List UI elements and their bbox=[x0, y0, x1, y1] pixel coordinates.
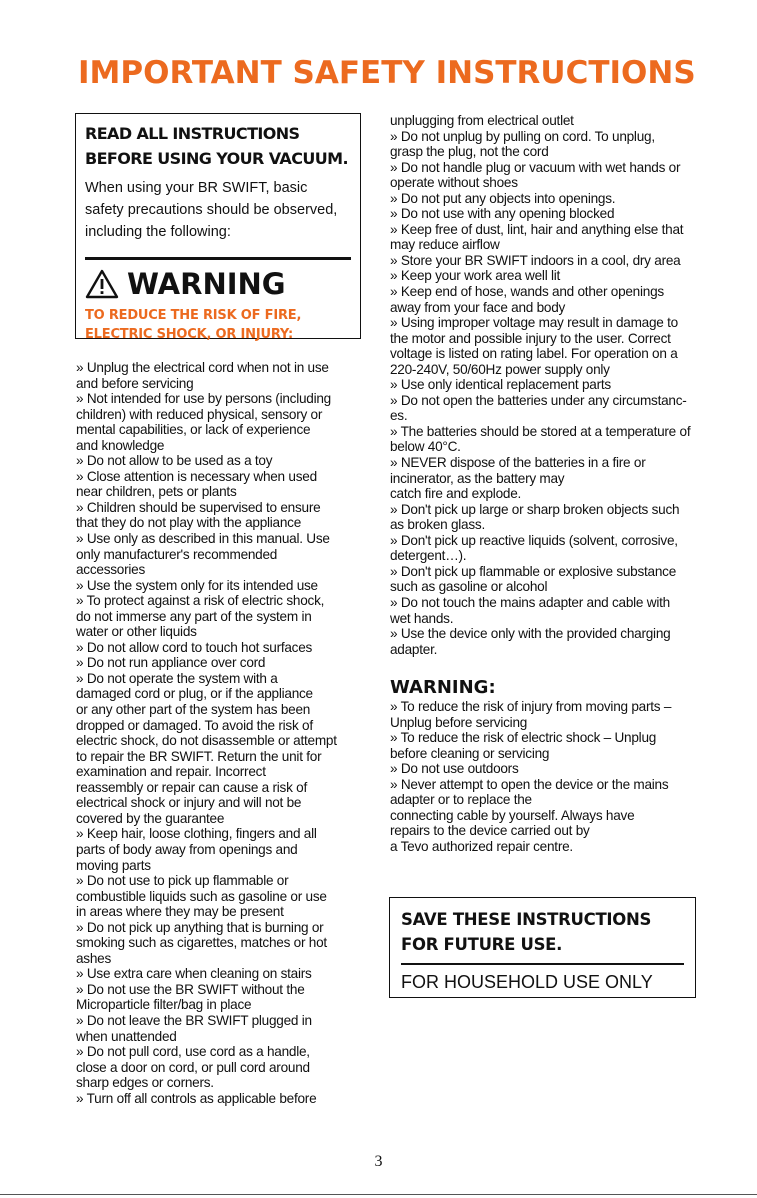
instruction-line: parts of body away from openings and bbox=[76, 841, 298, 857]
instruction-line: » Do not open the batteries under any circumstanc- bbox=[390, 392, 687, 408]
instruction-line: » Keep hair, loose clothing, fingers and all bbox=[76, 826, 317, 842]
read-box-divider bbox=[85, 257, 351, 260]
instruction-line: mental capabilities, or lack of experience bbox=[76, 422, 311, 438]
instruction-line: as broken glass. bbox=[390, 517, 485, 533]
instruction-line: wet hands. bbox=[390, 610, 454, 626]
page-number: 3 bbox=[374, 1153, 383, 1170]
instruction-line: away from your face and body bbox=[390, 299, 566, 315]
instruction-line: » Do not pick up anything that is burning or bbox=[76, 919, 324, 935]
instruction-line: moving parts bbox=[76, 857, 151, 873]
save-box-divider bbox=[401, 963, 684, 965]
instruction-line: » Do not allow to be used as a toy bbox=[76, 453, 273, 469]
instruction-line: only manufacturer's recommended bbox=[76, 546, 278, 562]
instruction-line: in areas where they may be present bbox=[76, 904, 284, 920]
instruction-line: » Store your BR SWIFT indoors in a cool, dry area bbox=[390, 252, 681, 268]
instruction-line: the motor and possible injury to the user. Correct bbox=[390, 330, 671, 346]
instruction-line: » Do not allow cord to touch hot surfaces bbox=[76, 639, 313, 655]
instruction-line: » To reduce the risk of injury from moving parts – bbox=[390, 699, 672, 714]
save-box-heading-1: SAVE THESE INSTRUCTIONS bbox=[401, 910, 652, 929]
instruction-line: such as gasoline or alcohol bbox=[390, 579, 548, 595]
instruction-line: » Don't pick up flammable or explosive substance bbox=[390, 563, 677, 579]
instruction-line: » Do not use outdoors bbox=[390, 761, 519, 777]
instruction-line: children) with reduced physical, sensory or bbox=[76, 406, 323, 422]
warning-subtitle-line: TO REDUCE THE RISK OF FIRE, bbox=[85, 308, 302, 323]
warning-subtitle bbox=[85, 306, 351, 344]
save-instructions-box bbox=[389, 897, 696, 998]
instruction-line: voltage is listed on rating label. For operation on a bbox=[390, 346, 678, 362]
read-box-body-line: When using your BR SWIFT, basic bbox=[85, 180, 308, 196]
instruction-line: » Never attempt to open the device or the mains bbox=[390, 776, 669, 792]
instruction-line: » Keep your work area well lit bbox=[390, 268, 561, 284]
warning-instructions-list bbox=[390, 699, 726, 854]
instruction-line: » Do not run appliance over cord bbox=[76, 655, 266, 671]
instruction-line: » Do not handle plug or vacuum with wet hands or bbox=[390, 159, 681, 175]
instruction-line: smoking such as cigarettes, matches or hot bbox=[76, 935, 327, 951]
instruction-line: examination and repair. Incorrect bbox=[76, 764, 266, 780]
instruction-line: adapter. bbox=[390, 641, 438, 657]
instruction-line: » Children should be supervised to ensure bbox=[76, 499, 321, 515]
instruction-line: a Tevo authorized repair centre. bbox=[390, 838, 573, 854]
instruction-line: combustible liquids such as gasoline or use bbox=[76, 888, 327, 904]
instruction-line: Unplug before servicing bbox=[390, 714, 528, 730]
instruction-line: » Do not put any objects into openings. bbox=[390, 190, 616, 206]
instruction-line: » The batteries should be stored at a temperature of bbox=[390, 423, 691, 439]
instruction-line: operate without shoes bbox=[390, 175, 518, 191]
left-instructions-column bbox=[76, 360, 368, 1106]
instruction-line: » Not intended for use by persons (including bbox=[76, 391, 331, 407]
instruction-line: close a door on cord, or pull cord around bbox=[76, 1059, 310, 1075]
instruction-line: grasp the plug, not the cord bbox=[390, 144, 549, 160]
instruction-line: electric shock, do not disassemble or attempt bbox=[76, 733, 337, 749]
warning-row bbox=[85, 268, 351, 300]
instruction-line: » Do not pull cord, use cord as a handle, bbox=[76, 1044, 310, 1060]
instruction-line: and before servicing bbox=[76, 375, 194, 391]
instruction-line: » Do not use to pick up flammable or bbox=[76, 873, 289, 889]
instruction-line: » Do not use the BR SWIFT without the bbox=[76, 981, 305, 997]
instruction-line: that they do not play with the appliance bbox=[76, 515, 302, 531]
read-instructions-box bbox=[75, 113, 361, 342]
warning-subtitle-line: ELECTRIC SHOCK, OR INJURY: bbox=[85, 327, 294, 342]
instruction-line: » Use the system only for its intended use bbox=[76, 577, 318, 593]
instruction-line: reassembly or repair can cause a risk of bbox=[76, 779, 308, 795]
instruction-line: » Keep free of dust, lint, hair and anything else that bbox=[390, 221, 684, 237]
instruction-line: » Turn off all controls as applicable before bbox=[76, 1090, 317, 1106]
instruction-line: » NEVER dispose of the batteries in a fire or bbox=[390, 455, 646, 471]
instruction-line: es. bbox=[390, 408, 408, 424]
instruction-line: » To protect against a risk of electric shock, bbox=[76, 593, 325, 609]
right-instructions-column bbox=[390, 113, 726, 657]
instruction-line: » Use only identical replacement parts bbox=[390, 377, 611, 393]
instruction-line: » Use only as described in this manual. Use bbox=[76, 531, 330, 547]
household-use-note: FOR HOUSEHOLD USE ONLY bbox=[401, 972, 653, 992]
instruction-line: » Using improper voltage may result in damage to bbox=[390, 315, 678, 331]
instruction-line: » Do not unplug by pulling on cord. To unplug, bbox=[390, 128, 655, 144]
instruction-line: » Unplug the electrical cord when not in use bbox=[76, 360, 329, 375]
instruction-line: dropped or damaged. To avoid the risk of bbox=[76, 717, 313, 733]
instruction-line: 220-240V, 50/60Hz power supply only bbox=[390, 361, 610, 377]
instruction-line: » Close attention is necessary when used bbox=[76, 468, 317, 484]
instruction-line: » Do not operate the system with a bbox=[76, 670, 278, 686]
instruction-line: accessories bbox=[76, 562, 146, 578]
instruction-line: adapter or to replace the bbox=[390, 792, 532, 808]
instruction-line: before cleaning or servicing bbox=[390, 745, 550, 761]
instruction-line: » Keep end of hose, wands and other openings bbox=[390, 284, 664, 300]
instruction-line: near children, pets or plants bbox=[76, 484, 237, 500]
instruction-line: incinerator, as the battery may bbox=[390, 470, 565, 486]
instruction-line: to repair the BR SWIFT. Return the unit for bbox=[76, 748, 322, 764]
instruction-line: » Do not leave the BR SWIFT plugged in bbox=[76, 1012, 312, 1028]
warning-label: WARNING bbox=[127, 267, 286, 301]
instruction-line: connecting cable by yourself. Always have bbox=[390, 807, 635, 823]
instruction-line: » Do not use with any opening blocked bbox=[390, 206, 615, 222]
read-box-body bbox=[85, 177, 351, 243]
instruction-line: » Don't pick up reactive liquids (solvent, corrosive, bbox=[390, 532, 678, 548]
read-box-heading-1: READ ALL INSTRUCTIONS bbox=[85, 124, 300, 143]
warning-triangle-icon bbox=[85, 269, 119, 299]
instruction-line: » Use extra care when cleaning on stairs bbox=[76, 966, 312, 982]
instruction-line: do not immerse any part of the system in bbox=[76, 608, 312, 624]
instruction-line: » Use the device only with the provided charging bbox=[390, 626, 671, 642]
save-box-heading-2: FOR FUTURE USE. bbox=[401, 935, 563, 954]
instruction-line: when unattended bbox=[76, 1028, 177, 1044]
instruction-line: or any other part of the system has been bbox=[76, 702, 311, 718]
instruction-line: detergent…). bbox=[390, 548, 467, 564]
page-title: IMPORTANT SAFETY INSTRUCTIONS bbox=[78, 55, 696, 91]
instruction-line: may reduce airflow bbox=[390, 237, 500, 253]
instruction-line: repairs to the device carried out by bbox=[390, 823, 590, 839]
instruction-line: » To reduce the risk of electric shock – Unplug bbox=[390, 730, 657, 746]
instruction-line: Microparticle filter/bag in place bbox=[76, 997, 252, 1013]
instruction-line: ashes bbox=[76, 950, 112, 966]
instruction-line: » Do not touch the mains adapter and cable with bbox=[390, 594, 670, 610]
warning-heading: WARNING: bbox=[390, 677, 496, 698]
instruction-line: catch fire and explode. bbox=[390, 486, 522, 502]
instruction-line: and knowledge bbox=[76, 437, 165, 453]
instruction-line: damaged cord or plug, or if the appliance bbox=[76, 686, 313, 702]
instruction-line: » Don't pick up large or sharp broken objects such bbox=[390, 501, 680, 517]
page-bottom-rule bbox=[0, 1194, 757, 1195]
instruction-line: water or other liquids bbox=[76, 624, 197, 640]
read-box-heading-2: BEFORE USING YOUR VACUUM. bbox=[85, 149, 348, 168]
read-box-body-line: including the following: bbox=[85, 224, 231, 240]
instruction-line: covered by the guarantee bbox=[76, 810, 225, 826]
instruction-line: unplugging from electrical outlet bbox=[390, 113, 574, 128]
instruction-line: electrical shock or injury and will not be bbox=[76, 795, 302, 811]
instruction-line: below 40°C. bbox=[390, 439, 461, 455]
read-box-body-line: safety precautions should be observed, bbox=[85, 202, 338, 218]
instruction-line: sharp edges or corners. bbox=[76, 1075, 214, 1091]
